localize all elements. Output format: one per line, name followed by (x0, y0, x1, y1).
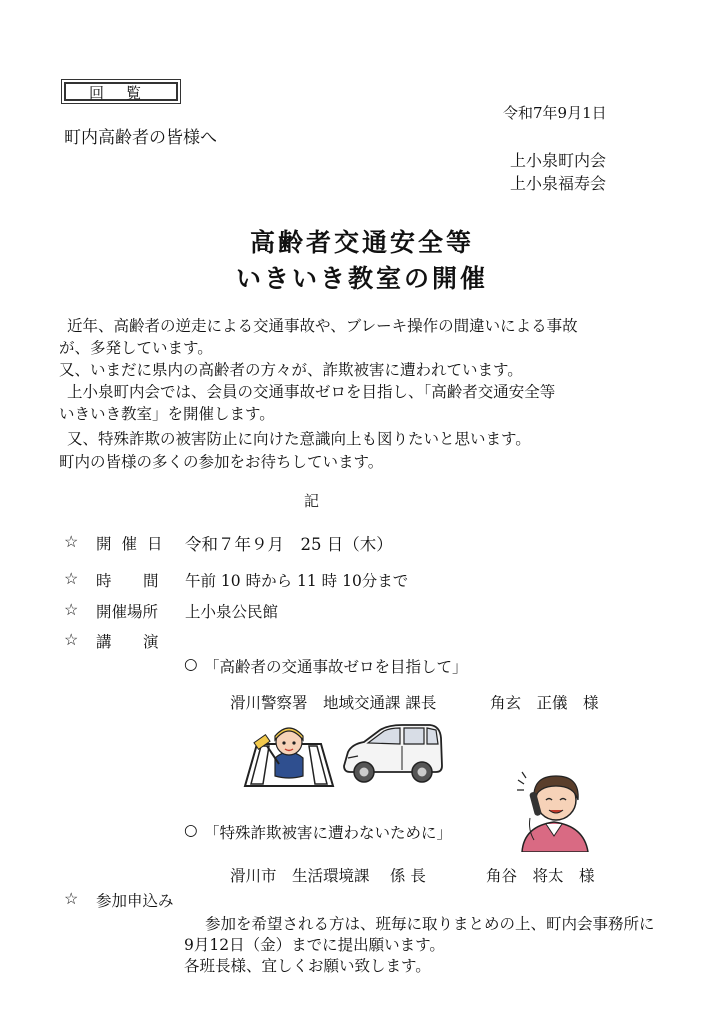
body-line: 上小泉町内会では、会員の交通事故ゼロを目指し、「高齢者交通安全等 (67, 383, 556, 401)
title-line-2: いきいき教室の開催 (235, 264, 488, 293)
lecture-1-title: 「高齢者の交通事故ゼロを目指して」 (204, 658, 468, 676)
apply-line: 参加を希望される方は、班毎に取りまとめの上、町内会事務所に (205, 915, 655, 933)
star-bullet: ☆ (64, 889, 79, 908)
car-icon (340, 722, 444, 788)
body-line: いきいき教室」を開催します。 (59, 405, 275, 423)
date-label: 開催日 (96, 535, 173, 553)
lecture-2-speaker-org: 滑川市 生活環境課 係 長 (230, 867, 426, 885)
lecture-2-speaker-name: 角谷 将太 様 (486, 867, 595, 885)
crossing-guard-child-icon (243, 716, 335, 788)
body-line: 近年、高齢者の逆走による交通事故や、ブレーキ操作の間違いによる事故 (67, 317, 578, 335)
apply-label: 参加申込み (96, 892, 174, 910)
issue-date: 令和7年9月1日 (503, 104, 607, 122)
lecture-bullet: ○ (184, 821, 198, 839)
event-date: 令和７年９月 25 日（木） (185, 535, 393, 554)
event-time: 午前 10 時から 11 時 10分まで (185, 572, 409, 590)
star-bullet: ☆ (64, 532, 79, 551)
title-line-1: 高齢者交通安全等 (249, 228, 474, 257)
sender-seniors-club: 上小泉福寿会 (510, 174, 607, 193)
addressee: 町内高齢者の皆様へ (64, 128, 217, 148)
circulation-stamp: 回覧 (64, 82, 178, 101)
elderly-woman-phone-icon (516, 770, 594, 852)
body-line: 又、いまだに県内の高齢者の方々が、詐欺被害に遭われています。 (59, 361, 523, 379)
lecture-label: 講 演 (96, 633, 167, 651)
star-bullet: ☆ (64, 569, 79, 588)
body-line: 町内の皆様の多くの参加をお待ちしています。 (59, 453, 384, 471)
body-line: が、多発しています。 (59, 339, 213, 357)
sender-town-association: 上小泉町内会 (510, 151, 607, 170)
star-bullet: ☆ (64, 630, 79, 649)
lecture-1-speaker-org: 滑川警察署 地域交通課 課長 (230, 694, 437, 712)
time-label: 時 間 (96, 572, 167, 590)
lecture-2-title: 「特殊詐欺被害に遭わないために」 (204, 824, 453, 842)
star-bullet: ☆ (64, 600, 79, 619)
lecture-bullet: ○ (184, 655, 198, 673)
lecture-1-speaker-name: 角玄 正儀 様 (490, 694, 599, 712)
place-label: 開催場所 (96, 603, 159, 621)
ki-heading: 記 (304, 492, 320, 510)
apply-line: 9月12日（金）までに提出願います。 (184, 936, 445, 954)
apply-line: 各班長様、宜しくお願い致します。 (184, 957, 431, 975)
event-place: 上小泉公民館 (185, 603, 279, 621)
body-line: 又、特殊詐欺の被害防止に向けた意識向上も図りたいと思います。 (67, 430, 531, 448)
